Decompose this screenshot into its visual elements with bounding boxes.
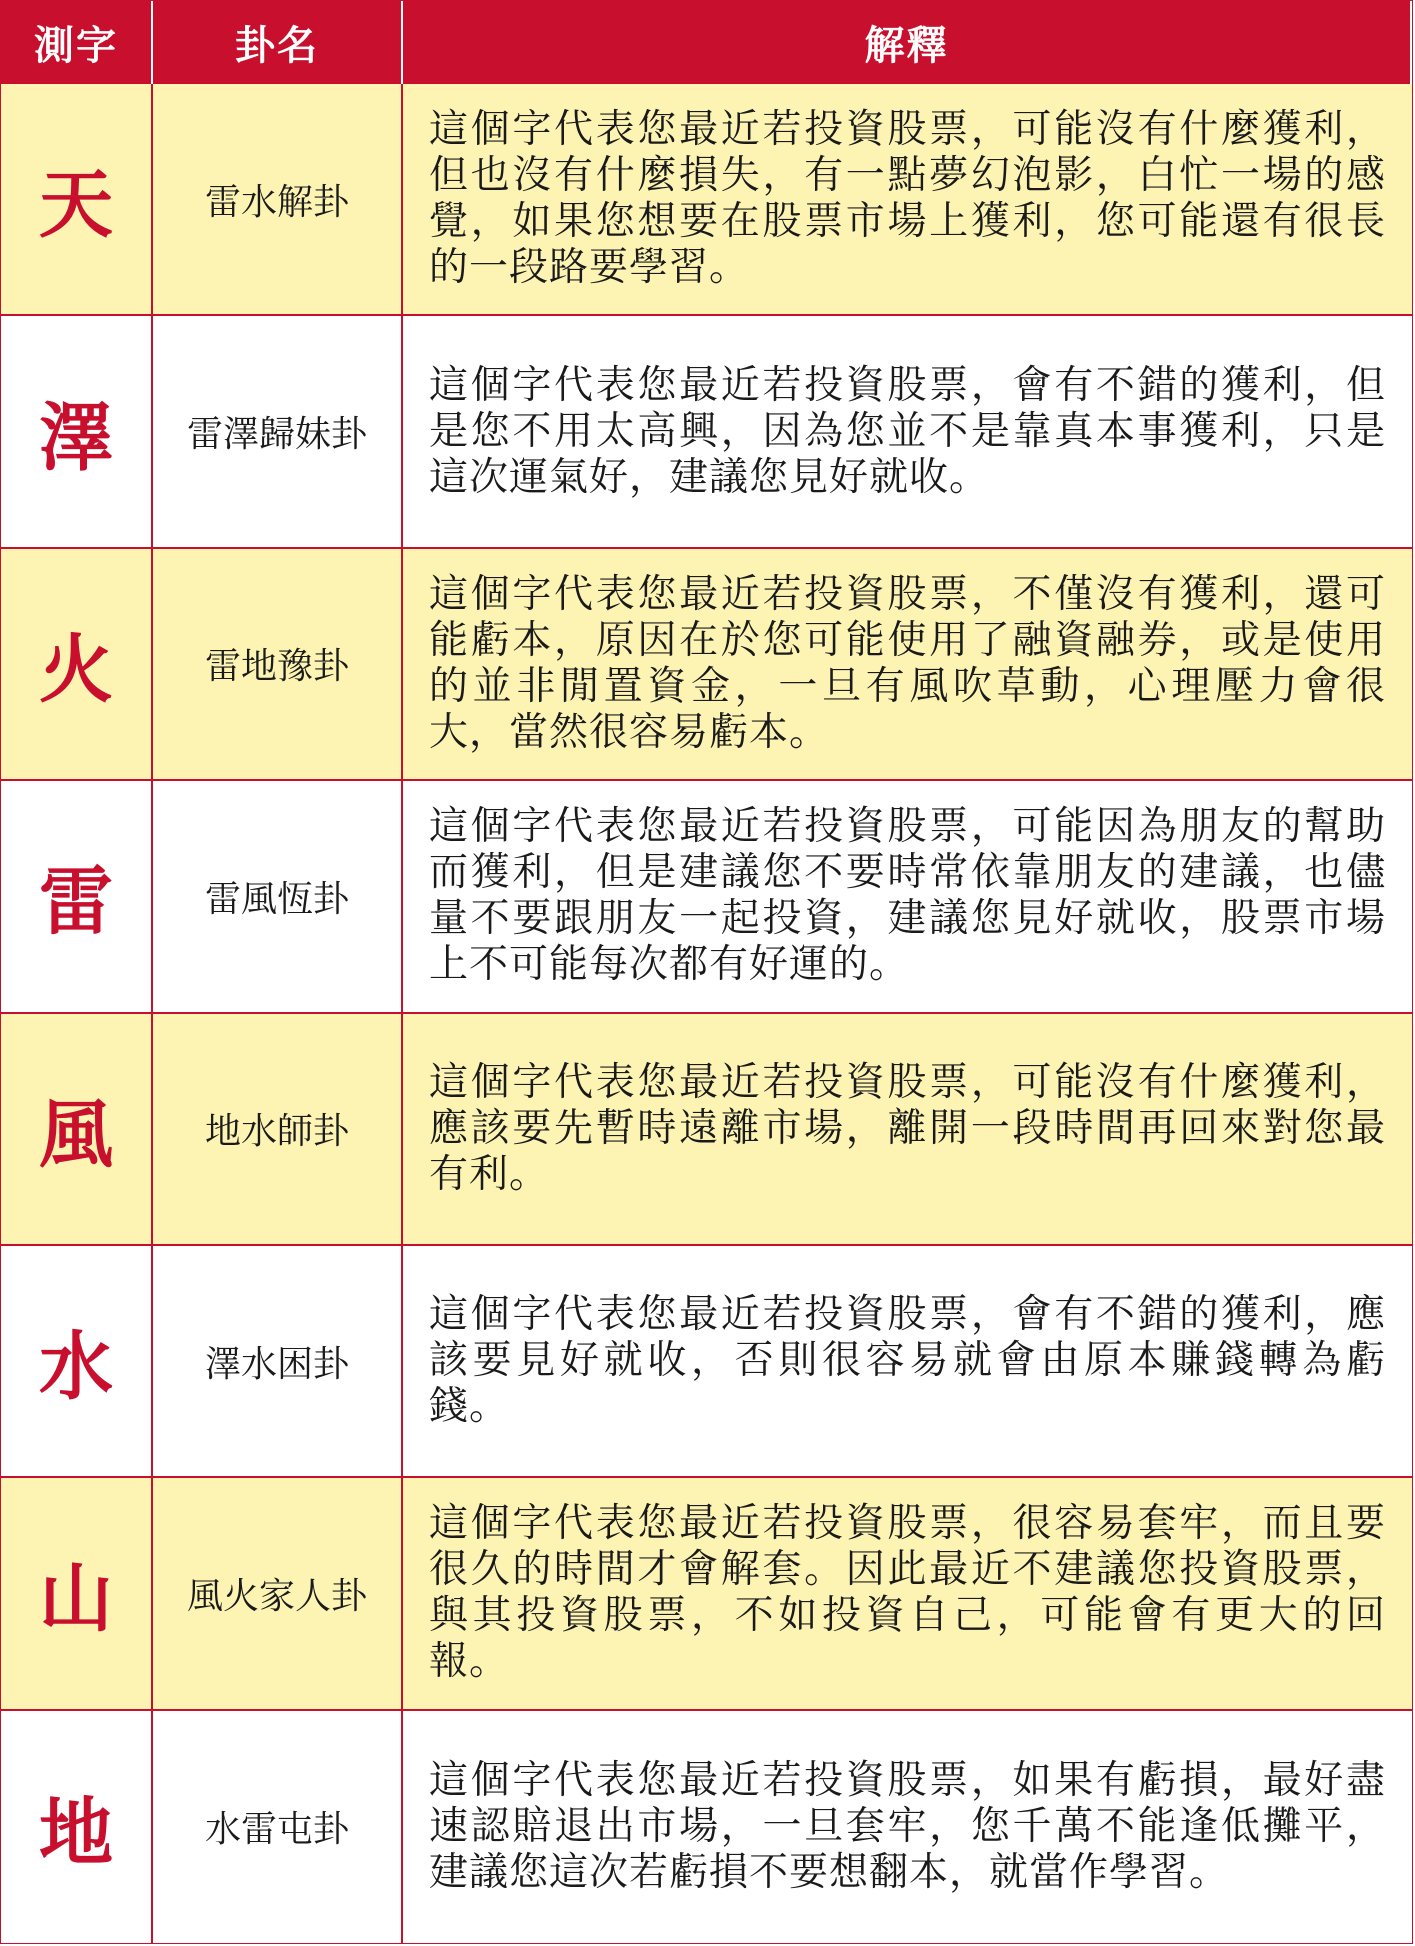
row-gua: 地水師卦	[153, 1014, 403, 1246]
row-gua: 雷水解卦	[153, 84, 403, 316]
row-char: 雷	[1, 781, 153, 1013]
row-explanation: 這個字代表您最近若投資股票，如果有虧損，最好盡速認賠退出市場，一旦套牢，您千萬不能逢低攤平，建議您這次若虧損不要想翻本，就當作學習。	[403, 1711, 1412, 1943]
row-gua: 雷風恆卦	[153, 781, 403, 1013]
row-gua: 風火家人卦	[153, 1478, 403, 1710]
header-char: 測字	[1, 1, 153, 84]
row-explanation: 這個字代表您最近若投資股票，不僅沒有獲利，還可能虧本，原因在於您可能使用了融資融券，或是使用的並非閒置資金，一旦有風吹草動，心理壓力會很大，當然很容易虧本。	[403, 549, 1412, 781]
row-char: 山	[1, 1478, 153, 1710]
row-explanation: 這個字代表您最近若投資股票，可能沒有什麼獲利，應該要先暫時遠離市場，離開一段時間再回來對您最有利。	[403, 1014, 1412, 1246]
row-explanation: 這個字代表您最近若投資股票，可能因為朋友的幫助而獲利，但是建議您不要時常依靠朋友的建議，也儘量不要跟朋友一起投資，建議您見好就收，股票市場上不可能每次都有好運的。	[403, 781, 1412, 1013]
row-explanation: 這個字代表您最近若投資股票，會有不錯的獲利，但是您不用太高興，因為您並不是靠真本事獲利，只是這次運氣好，建議您見好就收。	[403, 316, 1412, 548]
row-char: 水	[1, 1246, 153, 1478]
row-gua: 水雷屯卦	[153, 1711, 403, 1943]
row-gua: 雷澤歸妹卦	[153, 316, 403, 548]
row-char: 風	[1, 1014, 153, 1246]
row-explanation: 這個字代表您最近若投資股票，很容易套牢，而且要很久的時間才會解套。因此最近不建議您投資股票，與其投資股票，不如投資自己，可能會有更大的回報。	[403, 1478, 1412, 1710]
row-char: 澤	[1, 316, 153, 548]
header-explanation: 解釋	[403, 1, 1412, 84]
row-char: 地	[1, 1711, 153, 1943]
row-char: 火	[1, 549, 153, 781]
row-gua: 澤水困卦	[153, 1246, 403, 1478]
row-explanation: 這個字代表您最近若投資股票，可能沒有什麼獲利，但也沒有什麼損失，有一點夢幻泡影，白忙一場的感覺，如果您想要在股票市場上獲利，您可能還有很長的一段路要學習。	[403, 84, 1412, 316]
header-gua: 卦名	[153, 1, 403, 84]
row-gua: 雷地豫卦	[153, 549, 403, 781]
row-char: 天	[1, 84, 153, 316]
row-explanation: 這個字代表您最近若投資股票，會有不錯的獲利，應該要見好就收，否則很容易就會由原本賺錢轉為虧錢。	[403, 1246, 1412, 1478]
